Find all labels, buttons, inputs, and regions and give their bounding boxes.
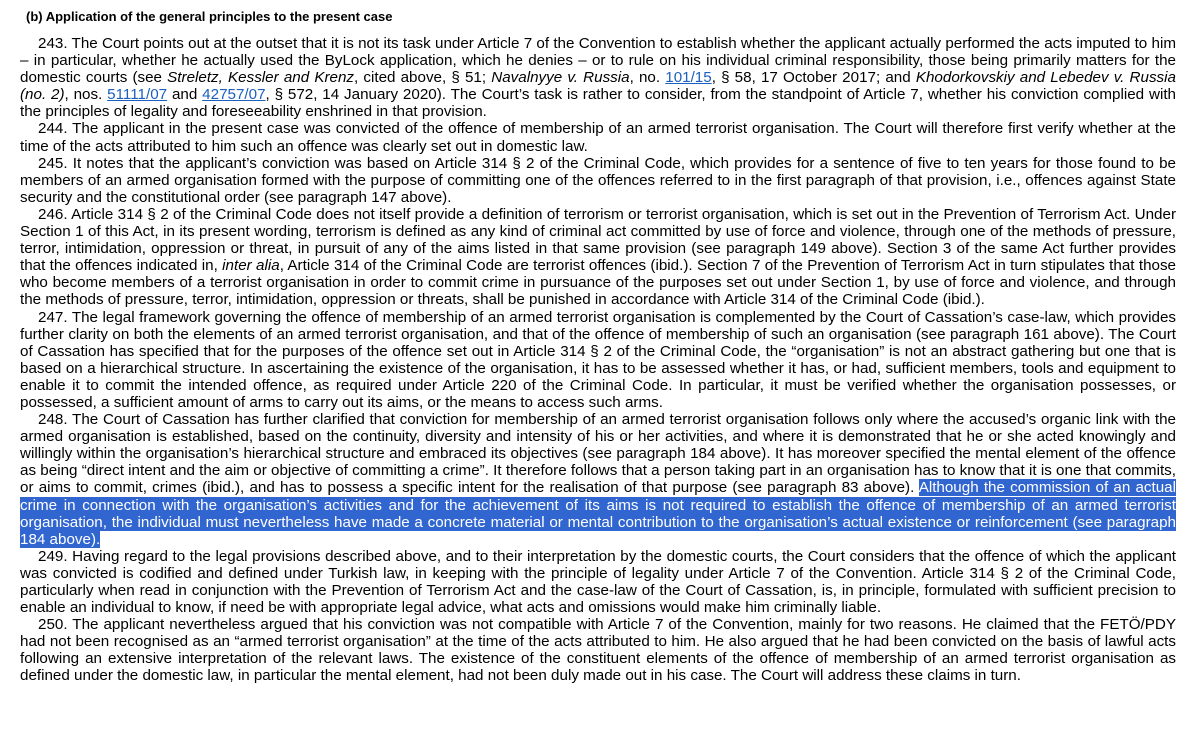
paragraph-245 [20,155,1176,206]
paragraph-number: 244. [38,120,68,138]
paragraph-text: The Court points out at the outset that it is not its task under Article 7 of the Convention to establish whether the applicant actually performed the acts imputed to him – in particular, whether he actually used the ByLock application, which he denies – or to rule on his individual criminal responsibility, those being primarily matters for the domestic courts (see [20,35,1176,87]
paragraph-text: The Court of Cassation has further clarified that conviction for membership of an armed terrorist organisation follows only where the accused’s organic link with the armed organisation is established, based on the continuity, diversity and intensity of his or her activities, and where it is demonstrated that he or she acted knowingly and willingly within the organisation’s hierarchical structure and embraced its objectives (see paragraph 184 above). It has moreover specified the mental element of the offence as being “direct intent and the aim or objective of committing a crime”. It therefore follows that a person taking part in an organisation has to know that it is one that commits, or aims to commit, crimes (ibid.), and has to possess a specific intent for the realisation of that purpose (see paragraph 83 above). [20,411,1176,497]
case-name: Navalnyye v. Russia [491,69,630,87]
paragraph-number: 243. [38,35,68,52]
paragraph-text: It notes that the applicant’s conviction was based on Article 314 § 2 of the Criminal Code, which provides for a sentence of five to ten years for those found to be members of an armed organisation formed with the purpose of committing one of the offences referred to in the first paragraph of that provision, i.e., offences against State security and the constitutional order (see paragraph 147 above). [20,154,1176,206]
paragraph-number: 246. [38,205,68,223]
paragraph-249 [20,548,1176,616]
paragraph-number: 248. [38,411,68,429]
paragraph-number: 250. [38,616,68,634]
paragraph-247 [20,309,1176,412]
paragraph-text: The legal framework governing the offence of membership of an armed terrorist organisation is complemented by the Court of Cassation’s case-law, which provides further clarity on both the elements of an armed terrorist organisation, and that of the offence of membership of such an organisation (see paragraph 161 above). The Court of Cassation has specified that for the purposes of the offence set out in Article 314 § 2 of the Criminal Code, the “organisation” is not an abstract gathering but one that is based on a hierarchical structure. In ascertaining the existence of the organisation, it has to be assessed whether it has, or had, sufficient members, tools and equipment to enable it to commit the intended offence, as required under Article 220 of the Criminal Code. In particular, it must be verified whether the organisation possesses, or possessed, a sufficient amount of arms to carry out its aims, or the means to access such arms. [20,308,1176,411]
paragraph-text: , nos. [64,86,108,104]
paragraph-250 [20,616,1176,684]
paragraph-text: Article 314 § 2 of the Criminal Code does not itself provide a definition of terrorism or terrorist organisation, which is set out in the Prevention of Terrorism Act. Under Section 1 of this Act, in its present wording, terrorism is defined as any kind of criminal act committed by use of force and violence, through one of the methods of pressure, terror, intimidation, oppression or threat, in pursuit of any of the aims listed in that same provision (see paragraph 149 above). Section 3 of the same Act further provides that the offences indicated in, [20,205,1177,275]
paragraph-text: The applicant in the present case was convicted of the offence of membership of an armed terrorist organisation. The Court will therefore first verify whether at the time of the acts attributed to him such an offence was clearly set out in domestic law. [20,120,1176,155]
latin-term: inter alia [222,257,280,275]
section-heading: (b) Application of the general principles to the present case [26,9,393,24]
selected-text-highlight[interactable]: Although the commission of an actual crime in connection with the organisation’s activities and for the achievement of its aims is not required to establish the offence of membership of an armed terrorist organisation, the individual must nevertheless have made a concrete material or mental contribution to the organisation’s actual existence or reinforcement (see paragraph 184 above). [20,479,1176,548]
paragraph-text: , § 58, 17 October 2017; and [711,69,916,87]
paragraph-text: , § 572, 14 January 2020). The Court’s task is rather to consider, from the standpoint of Article 7, whether his conviction complied with the principles of legality and foreseeability enshrined in that provision. [20,86,1176,121]
paragraph-text: , no. [629,69,666,87]
paragraph-text: The applicant nevertheless argued that his conviction was not compatible with Article 7 of the Convention, mainly for two reasons. He claimed that the FETÖ/PDY had not been recognised as an “armed terrorist organisation” at the time of the acts attributed to him. He also argued that he had been convicted on the basis of lawful acts following an extensive interpretation of the relevant laws. The existence of the constituent elements of the offence of membership of an armed terrorist organisation as defined under the domestic law, in particular the mental element, had not been duly made out in his case. The Court will address these claims in turn. [20,616,1176,685]
paragraph-248 [20,411,1176,548]
judgment-document [20,7,1176,685]
paragraph-text: Having regard to the legal provisions described above, and to their interpretation by the domestic courts, the Court considers that the offence of which the applicant was convicted is codified and defined under Turkish law, in keeping with the principle of legality under Article 7 of the Convention. Article 314 § 2 of the Criminal Code, particularly when read in conjunction with the Prevention of Terrorism Act and the case-law of the Court of Cassation, is, in principle, formulated with sufficient precision to enable an individual to know, if need be with appropriate legal advice, what acts and omissions would make him criminally liable. [20,547,1176,617]
paragraph-244 [20,120,1176,154]
application-link-101-15[interactable]: 101/15 [665,69,712,87]
paragraph-text: , Article 314 of the Criminal Code are terrorist offences (ibid.). Section 7 of the Prevention of Terrorism Act in turn stipulates that those who become members of a terrorist organisation in order to commit crime in pursuance of the purposes set out under Section 1, by use of force and violence, and through the methods of pressure, terror, intimidation, oppression or threats, shall be punished in accordance with Article 314 of the Criminal Code (ibid.). [20,257,1177,309]
paragraph-246 [20,206,1176,309]
case-name: Streletz, Kessler and Krenz [167,69,354,87]
paragraph-text: and [167,86,203,104]
application-link-51111-07[interactable]: 51111/07 [107,86,168,104]
paragraph-number: 245. [38,154,68,172]
paragraph-text: , cited above, § 51; [354,69,492,87]
paragraph-243 [20,35,1176,120]
paragraph-number: 249. [38,547,68,565]
paragraph-number: 247. [38,308,68,326]
application-link-42757-07[interactable]: 42757/07 [202,86,266,104]
case-name: Khodorkovskiy and Lebedev v. Russia (no. 2) [20,69,1176,104]
